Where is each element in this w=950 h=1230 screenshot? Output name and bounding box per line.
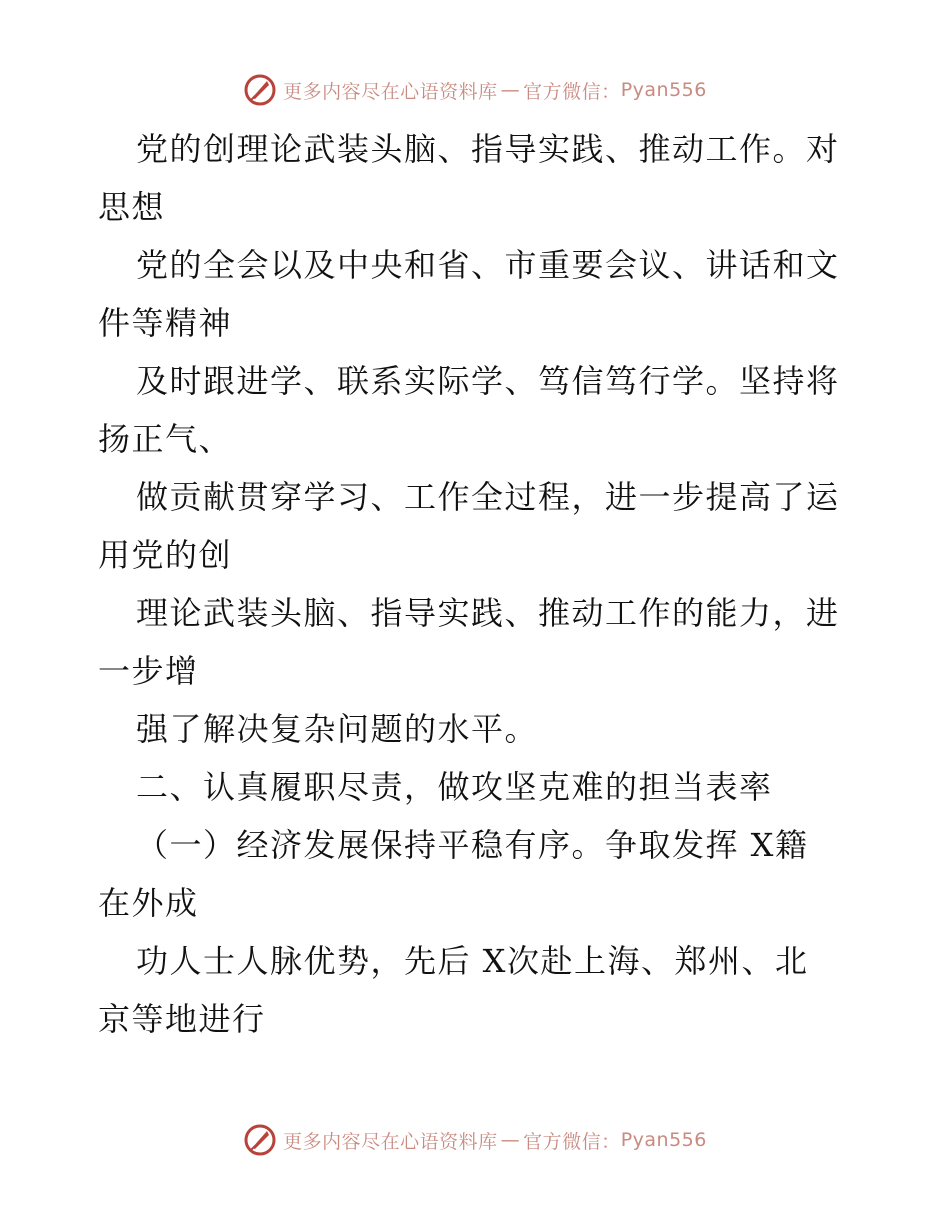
- text-line: 功人士人脉优势，先后 X次赴上海、郑州、北: [136, 942, 809, 980]
- text-line: 做贡献贯穿学习、工作全过程，进一步提高了运: [136, 478, 840, 516]
- text-line: 思想: [98, 188, 166, 226]
- text-line: 党的创理论武装头脑、指导实践、推动工作。对: [136, 130, 840, 168]
- watermark-wechat-label: 官方微信：: [523, 1130, 621, 1153]
- text-line: 理论武装头脑、指导实践、推动工作的能力，进: [136, 594, 840, 632]
- watermark-separator: —: [500, 79, 521, 101]
- text-line: 件等精神: [98, 304, 233, 342]
- text-line: 一步增: [98, 652, 199, 690]
- text-line: 京等地进行: [98, 1000, 266, 1038]
- watermark-wechat-label: 官方微信：: [523, 80, 621, 103]
- text-line: 党的全会以及中央和省、市重要会议、讲话和文: [136, 246, 840, 284]
- quill-logo-icon: [243, 73, 277, 107]
- watermark-footer: [0, 1120, 950, 1160]
- quill-logo-icon: [243, 1123, 277, 1157]
- text-line: 及时跟进学、联系实际学、笃信笃行学。坚持将: [136, 362, 840, 400]
- watermark-wechat-id: Pyan556: [620, 1129, 707, 1151]
- watermark-separator: —: [500, 1129, 521, 1151]
- text-line: 扬正气、: [98, 420, 233, 458]
- section-heading: 二、认真履职尽责，做攻坚克难的担当表率: [136, 768, 773, 806]
- watermark-text: 更多内容尽在心语资料库: [283, 1130, 498, 1153]
- text-line: 在外成: [98, 884, 199, 922]
- document-body: [98, 120, 854, 1048]
- text-line: 强了解决复杂问题的水平。: [136, 710, 539, 748]
- watermark-wechat-id: Pyan556: [620, 79, 707, 101]
- text-line: （一）经济发展保持平稳有序。争取发挥 X籍: [136, 826, 809, 864]
- watermark-text: 更多内容尽在心语资料库: [283, 80, 498, 103]
- watermark-header: [0, 70, 950, 110]
- text-line: 用党的创: [98, 536, 233, 574]
